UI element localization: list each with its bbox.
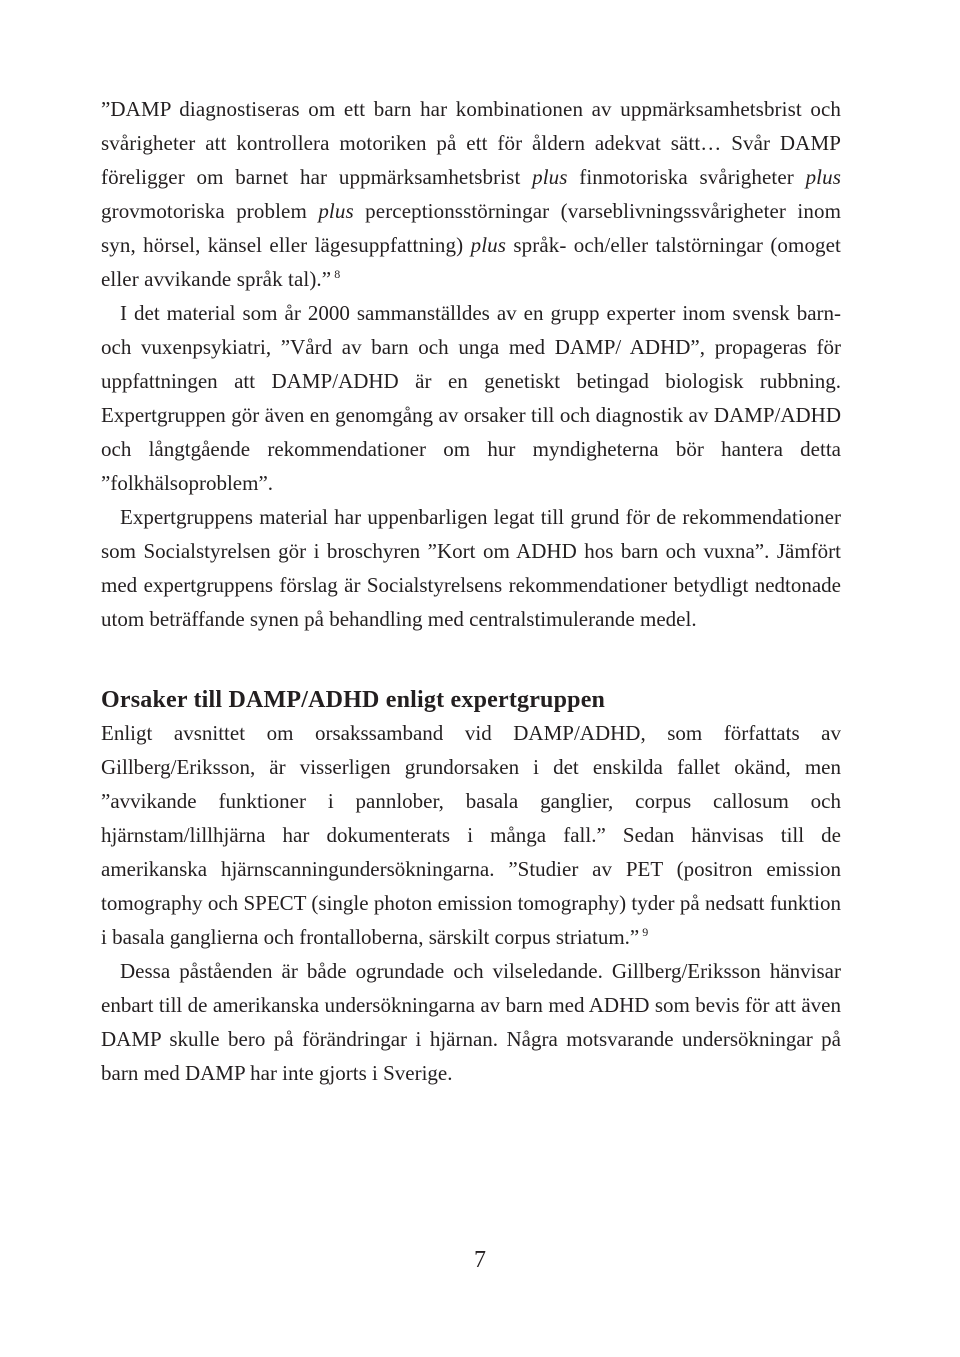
body-paragraph: I det material som år 2000 sammanställdes av en grupp experter inom svensk barn- och vuxenpsykiatri, ”Vård av barn och unga med DAMP/ ADHD”, propageras för uppfattningen att DAMP/ADHD är en genetiskt betingad biologisk rubbning. Expertgruppen gör även en genomgång av orsaker till och diagnostik av DAMP/ADHD och långtgående rekommendationer om hur myndigheterna bör hantera detta ”folkhälsoproblem”. — [101, 301, 841, 495]
plus-emphasis: plus — [470, 233, 507, 257]
body-paragraph: Expertgruppens material har uppenbarligen legat till grund för de rekommendationer som Socialstyrelsen gör i broschyren ”Kort om ADHD hos barn och vuxna”. Jämfört med expertgruppens förslag är Socialstyrelsens rekommendationer betydligt nedtonade utom beträffande synen på behandling med centralstimulerande medel. — [101, 505, 841, 631]
quote-text-5: språk- och/eller talstörningar (omoget eller avvikande språk tal).” — [101, 233, 841, 291]
footnote-reference[interactable]: 9 — [642, 925, 649, 939]
body-paragraph: Dessa påståenden är både ogrundade och vilseledande. Gillberg/Eriksson hänvisar enbart till de amerikanska undersökningarna av barn med ADHD som bevis för att även DAMP skulle bero på förändringar i hjärnan. Några motsvarande undersökningar på barn med DAMP har inte gjorts i Sverige. — [101, 959, 841, 1085]
page-body — [101, 92, 841, 1090]
quote-text-4: perceptionsstörningar (varseblivningssvårigheter inom syn, hörsel, känsel eller lägesuppfattning) — [101, 199, 842, 257]
plus-emphasis: plus — [318, 199, 354, 223]
footnote-reference[interactable]: 8 — [334, 267, 341, 281]
section-heading: Orsaker till DAMP/ADHD enligt expertgruppen — [101, 687, 606, 713]
plus-emphasis: plus — [805, 165, 841, 189]
quote-text-2: finmotoriska svårigheter — [567, 165, 806, 189]
quote-text-3: grovmotoriska problem — [101, 199, 319, 223]
quote-text-1: ”DAMP diagnostiseras om ett barn har kombinationen av uppmärksamhetsbrist och svårigheter att kontrollera motoriken på ett för åldern adekvat sätt… Svår DAMP föreligger om barnet har uppmärksamhetsbrist — [101, 97, 841, 189]
page-number: 7 — [474, 1247, 486, 1273]
body-paragraph — [101, 716, 841, 954]
quote-paragraph — [101, 92, 841, 296]
plus-emphasis: plus — [532, 165, 568, 189]
paragraph-text: Enligt avsnittet om orsakssamband vid DAMP/ADHD, som författats av Gillberg/Eriksson, är visserligen grundorsaken i det enskilda fallet okänd, men ”avvikande funktioner i pannlober, basala ganglier, corpus callosum och hjärnstam/lillhjärna har dokumenterats i många fall.” Sedan hänvisas till de amerikanska hjärnscanningundersökningarna. ”Studier av PET (positron emission tomography och SPECT (single photon emission tomography) tyder på nedsatt funktion i basala ganglierna och frontalloberna, särskilt corpus striatum.” — [101, 721, 841, 949]
